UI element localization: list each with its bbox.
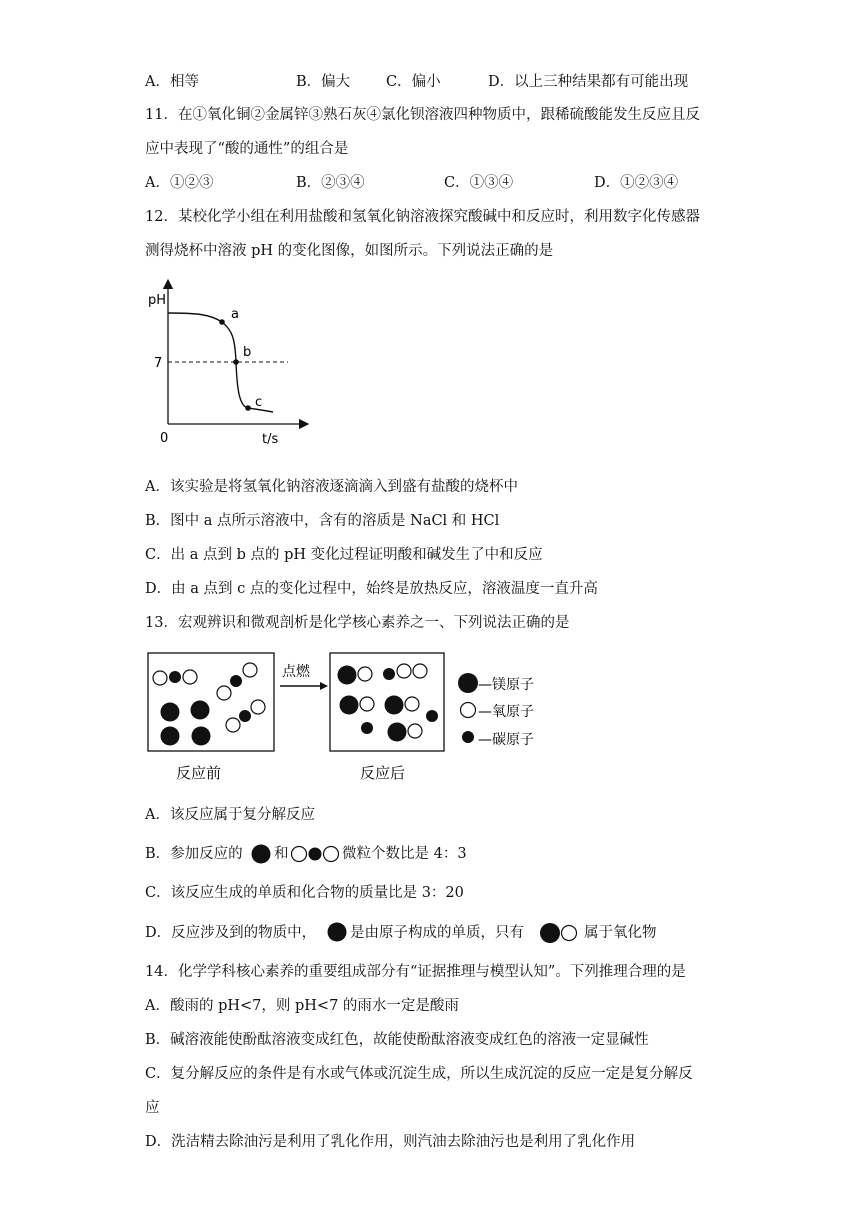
legend-c-icon [462,731,474,743]
point-a [219,319,225,325]
legend-mg-icon [458,673,478,693]
mg-atom-icon [249,843,273,865]
q13-option-d-part3: 属于氧化物 [584,925,657,941]
before-caption: 反应前 [176,764,222,782]
ph-curve-graph [140,278,310,450]
q11-stem-line1: 11．在①氧化铜②金属锌③熟石灰④氯化钡溶液四种物质中，跟稀硫酸能发生反应且反 [145,107,700,123]
legend-c: —碳原子 [478,732,534,748]
legend-mg: —镁原子 [478,677,534,693]
origin-label: 0 [160,431,169,446]
legend-o-icon [461,703,476,718]
q14-option-c-line1: C．复分解反应的条件是有水或气体或沉淀生成，所以生成沉淀的反应一定是复分解反 [145,1066,693,1082]
q12-option-d: D．由 a 点到 c 点的变化过程中，始终是放热反应，溶液温度一直升高 [145,581,598,597]
q11-option-c: C．①③④ [444,175,514,191]
x-axis-label: t/s [262,432,279,447]
q11-option-b: B．②③④ [296,175,365,191]
mgo-molecule-icon [538,921,582,945]
mg-atom-icon [325,921,349,943]
after-caption: 反应后 [360,764,406,782]
y-tick-7: 7 [154,356,163,371]
q12-stem-line1: 12．某校化学小组在利用盐酸和氢氧化钠溶液探究酸碱中和反应时，利用数字化传感器 [145,209,700,225]
q14-option-c-line2: 应 [145,1100,160,1116]
reaction-particle-diagram [140,648,560,788]
q12-option-c: C．出 a 点到 b 点的 pH 变化过程证明酸和碱发生了中和反应 [145,547,543,563]
q12-option-a: A．该实验是将氢氧化钠溶液逐滴滴入到盛有盐酸的烧杯中 [145,479,518,495]
q10-option-c: C．偏小 [386,74,441,90]
q12-stem-line2: 测得烧杯中溶液 pH 的变化图像，如图所示。下列说法正确的是 [145,243,554,259]
q11-option-a: A．①②③ [145,175,214,191]
point-c [245,405,251,411]
arrow-label: 点燃 [282,664,310,680]
q10-option-b: B．偏大 [296,74,351,90]
q14-option-a: A．酸雨的 pH<7，则 pH<7 的雨水一定是酸雨 [145,998,459,1014]
q13-option-a: A．该反应属于复分解反应 [145,807,315,823]
q10-option-d: D．以上三种结果都有可能出现 [488,74,689,90]
q14-option-d: D．洗洁精去除油污是利用了乳化作用，则汽油去除油污也是利用了乳化作用 [145,1134,636,1150]
y-axis-label: pH [148,293,167,308]
q10-option-a: A．相等 [145,74,199,90]
point-b [233,359,239,365]
q13-option-b-part2: 和 [274,846,289,862]
q13-option-b-part1: B．参加反应的 [145,846,243,862]
q13-option-d-part1: D．反应涉及到的物质中， [145,925,317,941]
legend-o: —氧原子 [478,704,534,720]
q13-stem: 13．宏观辨识和微观剖析是化学核心素养之一、下列说法正确的是 [145,615,570,631]
q11-option-d: D．①②③④ [594,175,679,191]
point-a-label: a [231,307,239,322]
q12-option-b: B．图中 a 点所示溶液中，含有的溶质是 NaCl 和 HCl [145,513,500,529]
q14-option-b: B．碱溶液能使酚酞溶液变成红色，故能使酚酞溶液变成红色的溶液一定显碱性 [145,1032,649,1048]
q13-option-c: C．该反应生成的单质和化合物的质量比是 3：20 [145,885,464,901]
q14-stem: 14．化学学科核心素养的重要组成部分有“证据推理与模型认知”。下列推理合理的是 [145,964,686,980]
q13-option-b-part3: 微粒个数比是 4：3 [342,846,467,862]
point-b-label: b [243,345,252,360]
point-c-label: c [255,395,263,410]
co2-molecule-icon [290,843,342,865]
q11-stem-line2: 应中表现了“酸的通性”的组合是 [145,141,349,157]
q13-option-d-part2: 是由原子构成的单质，只有 [350,925,524,941]
